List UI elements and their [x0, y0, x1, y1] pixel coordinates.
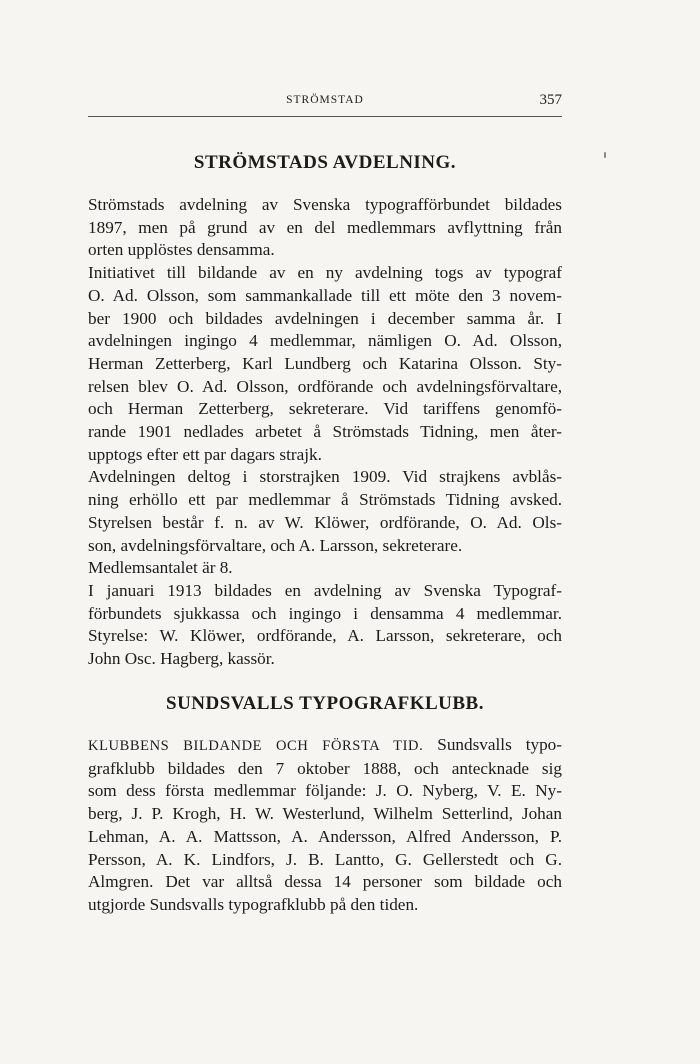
- text-line: 1897, men på grund av en del medlemmars avflyttning från: [88, 217, 562, 237]
- section-body-sundsvall: [88, 734, 562, 917]
- text-line: ber 1900 och bildades avdelningen i december samma år. I: [88, 308, 562, 328]
- text-line: Lehman, A. A. Mattsson, A. Andersson, Alfred Andersson, P.: [88, 826, 562, 846]
- header-rule: [88, 116, 562, 117]
- text-line: som dess första medlemmar följande: J. O. Nyberg, V. E. Ny-: [88, 781, 562, 801]
- text-line: Strömstads avdelning av Svenska typografförbundet bildades: [88, 195, 562, 214]
- text-line: och Herman Zetterberg, sekreterare. Vid tariffens genomfö-: [88, 399, 562, 419]
- section-heading-stromstad: STRÖMSTADS AVDELNING.: [193, 152, 457, 173]
- text-line: I januari 1913 bildades en avdelning av Svenska Typograf-: [88, 580, 562, 600]
- section-body-stromstad: [88, 194, 562, 671]
- page-number: 357: [539, 92, 562, 108]
- paragraph-3: [88, 466, 562, 580]
- text-line: O. Ad. Olsson, som sammankallade till ett möte den 3 novem-: [88, 285, 562, 305]
- text-line: utgjorde Sundsvalls typografklubb på den tiden.: [88, 894, 419, 914]
- paper-speck: [604, 152, 606, 158]
- text-line: Styrelsen består f. n. av W. Klöwer, ordförande, O. Ad. Ols-: [88, 512, 562, 532]
- text-line: berg, J. P. Krogh, H. W. Westerlund, Wilhelm Setterlind, Johan: [88, 804, 562, 824]
- section-heading-sundsvall: SUNDSVALLS TYPOGRAFKLUBB.: [166, 693, 484, 714]
- paragraph-5: [88, 734, 562, 917]
- section-heading-sundsvall-block: [88, 693, 562, 715]
- text-line: rande 1901 nedlades arbetet å Strömstads Tidning, men åter-: [88, 422, 562, 442]
- text-line: grafklubb bildades den 7 oktober 1888, och antecknade sig: [88, 758, 562, 778]
- first-line-rest: Sundsvalls typo-: [437, 735, 562, 754]
- text-line: Styrelse: W. Klöwer, ordförande, A. Larsson, sekreterare, och: [88, 626, 562, 646]
- text-line: Initiativet till bildande av en ny avdelning togs av typograf: [88, 263, 562, 283]
- text-line: Almgren. Det var alltså dessa 14 personer som bildade och: [88, 872, 562, 892]
- text-line: son, avdelningsförvaltare, och A. Larsson, sekreterare.: [88, 535, 463, 555]
- section-heading-stromstad-block: [88, 152, 562, 174]
- text-line: ning erhöllo ett par medlemmar å Strömstads Tidning avsked.: [88, 490, 562, 510]
- running-title: STRÖMSTAD: [286, 94, 364, 106]
- paragraph-4: [88, 580, 562, 671]
- text-line-first: [88, 734, 562, 758]
- paragraph-1: [88, 194, 562, 262]
- text-line: Herman Zetterberg, Karl Lundberg och Katarina Olsson. Sty-: [88, 353, 562, 373]
- text-line: Avdelningen deltog i storstrajken 1909. Vid strajkens avblås-: [88, 467, 562, 487]
- text-line: orten upplöstes densamma.: [88, 240, 275, 260]
- paragraph-2: [88, 262, 562, 466]
- text-line: Persson, A. K. Lindfors, J. B. Lantto, G. Gellerstedt och G.: [88, 849, 562, 869]
- text-line: relsen blev O. Ad. Olsson, ordförande och avdelningsförvaltare,: [88, 376, 562, 396]
- subsection-heading: KLUBBENS BILDANDE OCH FÖRSTA TID.: [88, 738, 424, 754]
- text-line: upptogs efter ett par dagars strajk.: [88, 444, 322, 464]
- text-line: Medlemsantalet är 8.: [88, 558, 233, 578]
- text-line: avdelningen ingingo 4 medlemmar, nämligen O. Ad. Olsson,: [88, 331, 562, 351]
- text-line: John Osc. Hagberg, kassör.: [88, 649, 275, 669]
- text-line: förbundets sjukkassa och ingingo i densamma 4 medlemmar.: [88, 603, 562, 623]
- running-header: [88, 92, 562, 112]
